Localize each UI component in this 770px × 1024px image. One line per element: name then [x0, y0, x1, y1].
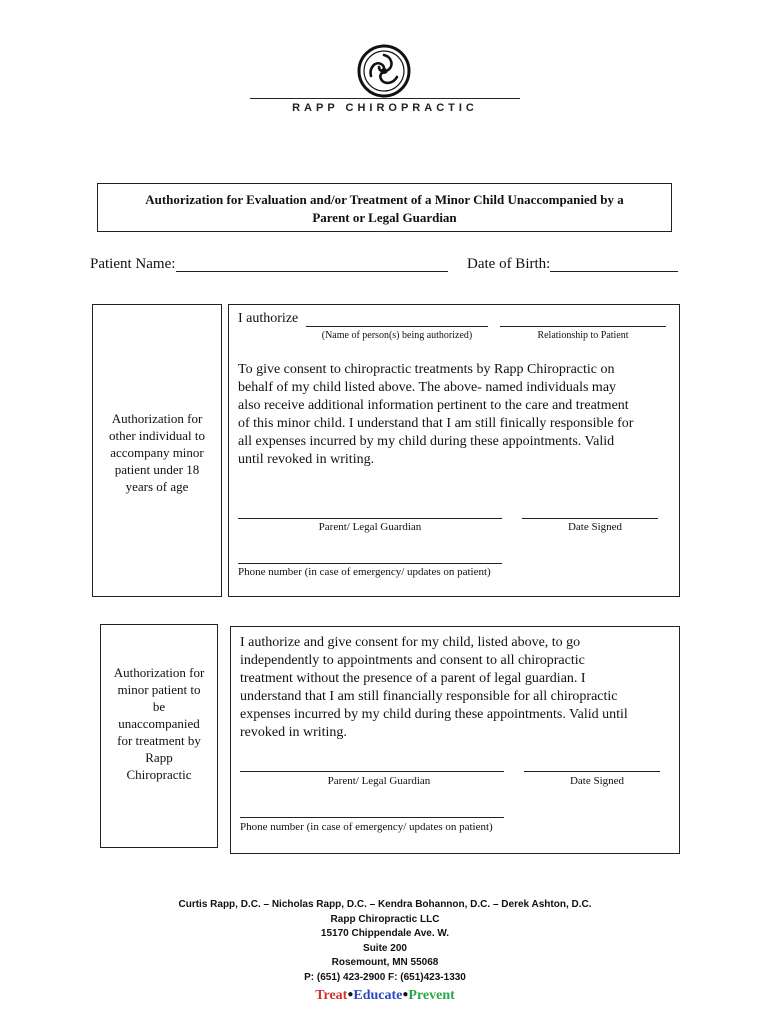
footer-city: Rosemount, MN 55068	[331, 957, 439, 968]
section2-consent-line: revoked in writing.	[240, 725, 347, 740]
section2-guardian-signature-field[interactable]	[240, 771, 504, 772]
authorized-person-caption: (Name of person(s) being authorized)	[321, 330, 473, 341]
section1-side-line: patient under 18	[114, 462, 200, 477]
patient-name-label: Patient Name:	[90, 256, 176, 272]
section1-side-line: Authorization for	[111, 411, 203, 426]
section2-side-line: minor patient to	[117, 682, 201, 697]
section1-guardian-signature-field[interactable]	[238, 518, 502, 519]
tagline-dot-icon: ●	[347, 989, 354, 1000]
section2-side-line: for treatment by	[117, 733, 201, 748]
section1-consent-text	[238, 361, 674, 469]
i-authorize-label: I authorize	[238, 311, 299, 326]
date-of-birth-label: Date of Birth:	[467, 256, 551, 272]
footer-tagline	[200, 988, 570, 1004]
section2-side-line: unaccompanied	[118, 716, 200, 731]
section1-date-caption: Date Signed	[567, 521, 623, 533]
section2-consent-line: I authorize and give consent for my child, listed above, to go	[240, 635, 581, 650]
authorized-person-field[interactable]	[306, 326, 488, 327]
section2-phone-field[interactable]	[240, 817, 504, 818]
footer-phones: P: (651) 423-2900 F: (651)423-1330	[304, 971, 466, 983]
footer-suite: Suite 200	[363, 942, 407, 954]
section2-phone-caption: Phone number (in case of emergency/ updates on patient)	[240, 821, 493, 833]
section1-consent-line: behalf of my child listed above. The above- named individuals may	[238, 380, 617, 395]
section2-consent-line: independently to appointments and consent to all chiropractic	[240, 653, 585, 668]
section1-consent-line: also receive additional information pertinent to the care and treatment	[238, 398, 629, 413]
section1-consent-line: of this minor child. I understand that I am still finically responsible for	[238, 416, 634, 431]
footer-contact	[100, 898, 670, 985]
tagline-treat: Treat	[315, 988, 348, 1003]
rapp-logo-icon	[357, 44, 411, 98]
section2-consent-line: expenses incurred by my child during these appointments. Valid until	[240, 707, 628, 722]
form-title	[97, 191, 672, 227]
section2-guardian-caption: Parent/ Legal Guardian	[327, 775, 431, 787]
section1-side-line: accompany minor	[110, 445, 204, 460]
section1-side-line: other individual to	[108, 428, 206, 443]
section1-consent-line: all expenses incurred by my child during these appointments. Valid	[238, 434, 615, 449]
section2-consent-text	[240, 634, 676, 742]
section1-phone-caption: Phone number (in case of emergency/ updates on patient)	[238, 566, 491, 578]
section2-consent-line: treatment without the presence of a parent of legal guardian. I	[240, 671, 586, 686]
section2-consent-line: understand that I am still financially responsible for all chiropractic	[240, 689, 618, 704]
section1-consent-line: until revoked in writing.	[238, 452, 375, 467]
section1-consent-line: To give consent to chiropractic treatments by Rapp Chiropractic on	[238, 362, 615, 377]
form-title-line-1: Authorization for Evaluation and/or Treatment of a Minor Child Unaccompanied by a	[145, 192, 624, 207]
relationship-field[interactable]	[500, 326, 666, 327]
section2-side-line: Rapp	[145, 750, 173, 765]
footer-doctors: Curtis Rapp, D.C. – Nicholas Rapp, D.C. – Kendra Bohannon, D.C. – Derek Ashton, D.C.	[178, 899, 592, 910]
footer-street: 15170 Chippendale Ave. W.	[320, 928, 450, 939]
section2-date-caption: Date Signed	[569, 775, 625, 787]
brand-name: RAPP CHIROPRACTIC	[292, 102, 478, 114]
patient-name-field[interactable]	[176, 271, 448, 272]
section2-side-line: Chiropractic	[126, 767, 192, 782]
section2-side-line: be	[152, 699, 166, 714]
section1-guardian-caption: Parent/ Legal Guardian	[318, 521, 422, 533]
footer-practice-name: Rapp Chiropractic LLC	[330, 913, 440, 925]
relationship-caption: Relationship to Patient	[537, 330, 629, 341]
section2-side-line: Authorization for	[113, 665, 205, 680]
tagline-dot-icon: ●	[402, 989, 409, 1000]
section1-date-signed-field[interactable]	[522, 518, 658, 519]
section1-side-line: years of age	[125, 479, 189, 494]
tagline-educate: Educate	[353, 988, 403, 1003]
section2-date-signed-field[interactable]	[524, 771, 660, 772]
section1-phone-field[interactable]	[238, 563, 502, 564]
form-title-line-2: Parent or Legal Guardian	[312, 210, 457, 225]
tagline-prevent: Prevent	[408, 988, 455, 1003]
section1-side-label	[92, 410, 222, 495]
date-of-birth-field[interactable]	[550, 271, 678, 272]
section2-side-label	[100, 664, 218, 783]
header-rule	[250, 98, 520, 99]
